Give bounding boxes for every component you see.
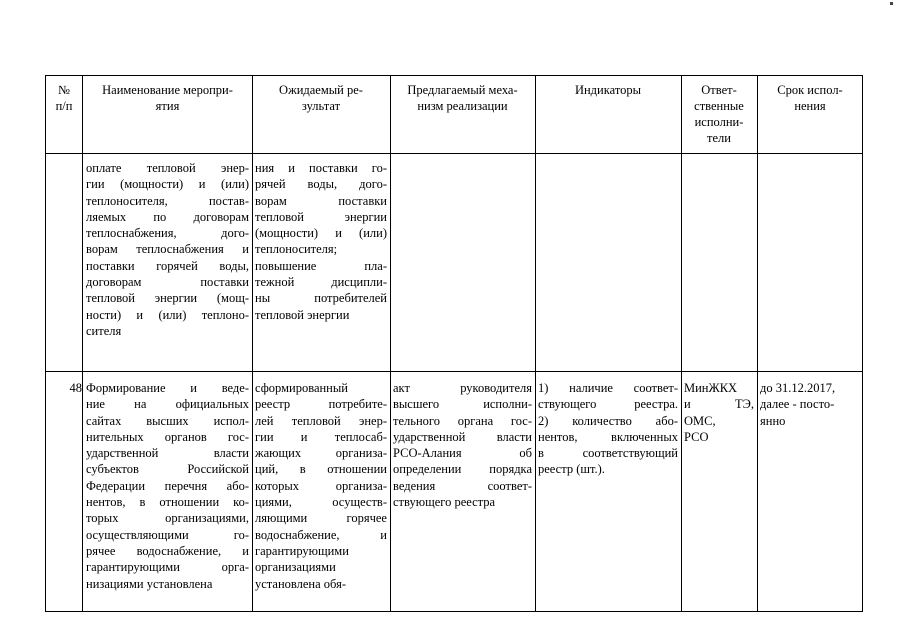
cell-line: водоснабжение, и bbox=[255, 527, 387, 542]
cell-line: 1) наличие соответ- bbox=[538, 381, 678, 395]
cell-line: гарантирующими bbox=[255, 543, 349, 558]
cell-line: и ТЭ, bbox=[684, 397, 754, 412]
cell-line: ций, в отношении bbox=[255, 462, 387, 477]
cell-line: тепловой энергии (мощ- bbox=[86, 291, 249, 306]
cell-line: Формирование и веде- bbox=[86, 381, 249, 395]
cell-line: оплате тепловой энер- bbox=[86, 161, 249, 175]
cell-line: ляемых по договорам bbox=[86, 209, 249, 224]
cell-line: ворам теплоснабжения и bbox=[86, 242, 249, 257]
cell-line: лей тепловой энер- bbox=[255, 413, 387, 428]
cell-line: низациями установлена bbox=[86, 576, 213, 591]
cell-line: рячей воды, дого- bbox=[255, 177, 387, 192]
cell-line: осуществляющими го- bbox=[86, 527, 249, 542]
cell-line: гии (мощности) и (или) bbox=[86, 177, 249, 192]
cell-line: ворам поставки bbox=[255, 193, 387, 208]
cell-line: нентов, в отношении ко- bbox=[86, 495, 249, 510]
cell-line: до 31.12.2017, bbox=[760, 381, 836, 395]
cell-line: гии и теплосаб- bbox=[255, 429, 387, 444]
cell-line: теплоносителя; bbox=[255, 242, 338, 257]
expected-result-cell bbox=[255, 380, 387, 592]
cell-line: нентов, включенных bbox=[538, 429, 678, 444]
expected-result-cell bbox=[255, 160, 387, 323]
cell-line: торых организациями, bbox=[86, 511, 249, 526]
cell-line: договорам поставки bbox=[86, 275, 249, 290]
cell-line: повышение пла- bbox=[255, 258, 387, 273]
cell-line: ствующего реестра bbox=[393, 495, 496, 510]
header-mechanism: Предлагаемый меха- низм реализации bbox=[407, 83, 518, 113]
cell-line: ударственной власти bbox=[393, 429, 532, 444]
cell-line: ние на официальных bbox=[86, 397, 249, 412]
cell-line: сителя bbox=[86, 323, 122, 338]
cell-line: которых организа- bbox=[255, 478, 387, 493]
cell-line: определении порядка bbox=[393, 462, 532, 477]
activity-name-cell bbox=[86, 380, 249, 592]
cell-line: поставки горячей воды, bbox=[86, 258, 249, 273]
cell-line: ляющими горячее bbox=[255, 511, 387, 526]
cell-line: жающих организа- bbox=[255, 446, 387, 461]
column-divider bbox=[252, 75, 253, 612]
responsible-cell bbox=[684, 380, 754, 445]
cell-line: в соответствующий bbox=[538, 446, 678, 461]
column-divider bbox=[681, 75, 682, 612]
cell-line: теплоснабжения, дого- bbox=[86, 226, 249, 241]
column-divider bbox=[390, 75, 391, 612]
cell-line: ния и поставки го- bbox=[255, 161, 387, 175]
cell-line: РСО-Алания об bbox=[393, 446, 532, 461]
cell-line: циями, осуществ- bbox=[255, 495, 387, 510]
cell-line: установлена обя- bbox=[255, 576, 346, 591]
header-indicators: Индикаторы bbox=[574, 83, 642, 97]
cell-line: ны потребителей bbox=[255, 291, 387, 306]
cell-line: 2) количество або- bbox=[538, 413, 678, 428]
cell-line: гарантирующими орга- bbox=[86, 560, 249, 575]
header-result: Ожидаемый ре- зультат bbox=[279, 83, 363, 113]
cell-line: акт руководителя bbox=[393, 381, 532, 395]
activity-name-cell bbox=[86, 160, 249, 339]
cell-line: (мощности) и (или) bbox=[255, 226, 387, 241]
cell-line: субъектов Российской bbox=[86, 462, 249, 477]
cell-line: янно bbox=[760, 413, 786, 428]
mechanism-cell bbox=[393, 380, 532, 510]
cell-line: реестр (шт.). bbox=[538, 462, 605, 477]
cell-line: ведения соответ- bbox=[393, 478, 532, 493]
cell-line: тепловой энергии bbox=[255, 209, 387, 224]
row-number: 48 bbox=[69, 381, 82, 395]
cell-line: ОМС, bbox=[684, 413, 716, 428]
header-responsible: Ответ- ственные исполни- тели bbox=[694, 83, 744, 145]
scan-speck bbox=[890, 2, 893, 5]
cell-line: ствующего реестра. bbox=[538, 397, 678, 412]
header-name: Наименование меропри- ятия bbox=[102, 83, 233, 113]
cell-line: тельного органа гос- bbox=[393, 413, 532, 428]
cell-line: РСО bbox=[684, 429, 709, 444]
cell-line: организациями bbox=[255, 560, 336, 575]
cell-line: ударственной власти bbox=[86, 446, 249, 461]
cell-line: ности) и (или) теплоно- bbox=[86, 307, 249, 322]
header-deadline: Срок испол- нения bbox=[777, 83, 843, 113]
cell-line: сайтах высших испол- bbox=[86, 413, 249, 428]
cell-line: далее - посто- bbox=[760, 397, 835, 412]
cell-line: тепловой энергии bbox=[255, 307, 350, 322]
column-divider bbox=[82, 75, 83, 612]
cell-line: МинЖКХ bbox=[684, 381, 738, 395]
cell-line: реестр потребите- bbox=[255, 397, 387, 412]
header-number: № п/п bbox=[55, 83, 73, 113]
cell-line: сформированный bbox=[255, 381, 348, 395]
cell-line: тежной дисципли- bbox=[255, 275, 387, 290]
cell-line: высшего исполни- bbox=[393, 397, 532, 412]
cell-line: нительных органов гос- bbox=[86, 429, 249, 444]
cell-line: Федерации перечня або- bbox=[86, 478, 249, 493]
cell-line: рячее водоснабжение, и bbox=[86, 543, 249, 558]
deadline-cell bbox=[760, 380, 860, 429]
indicators-cell bbox=[538, 380, 678, 478]
cell-line: теплоносителя, постав- bbox=[86, 193, 249, 208]
column-divider bbox=[535, 75, 536, 612]
row-divider bbox=[45, 371, 863, 372]
row-divider bbox=[45, 153, 863, 154]
column-divider bbox=[757, 75, 758, 612]
